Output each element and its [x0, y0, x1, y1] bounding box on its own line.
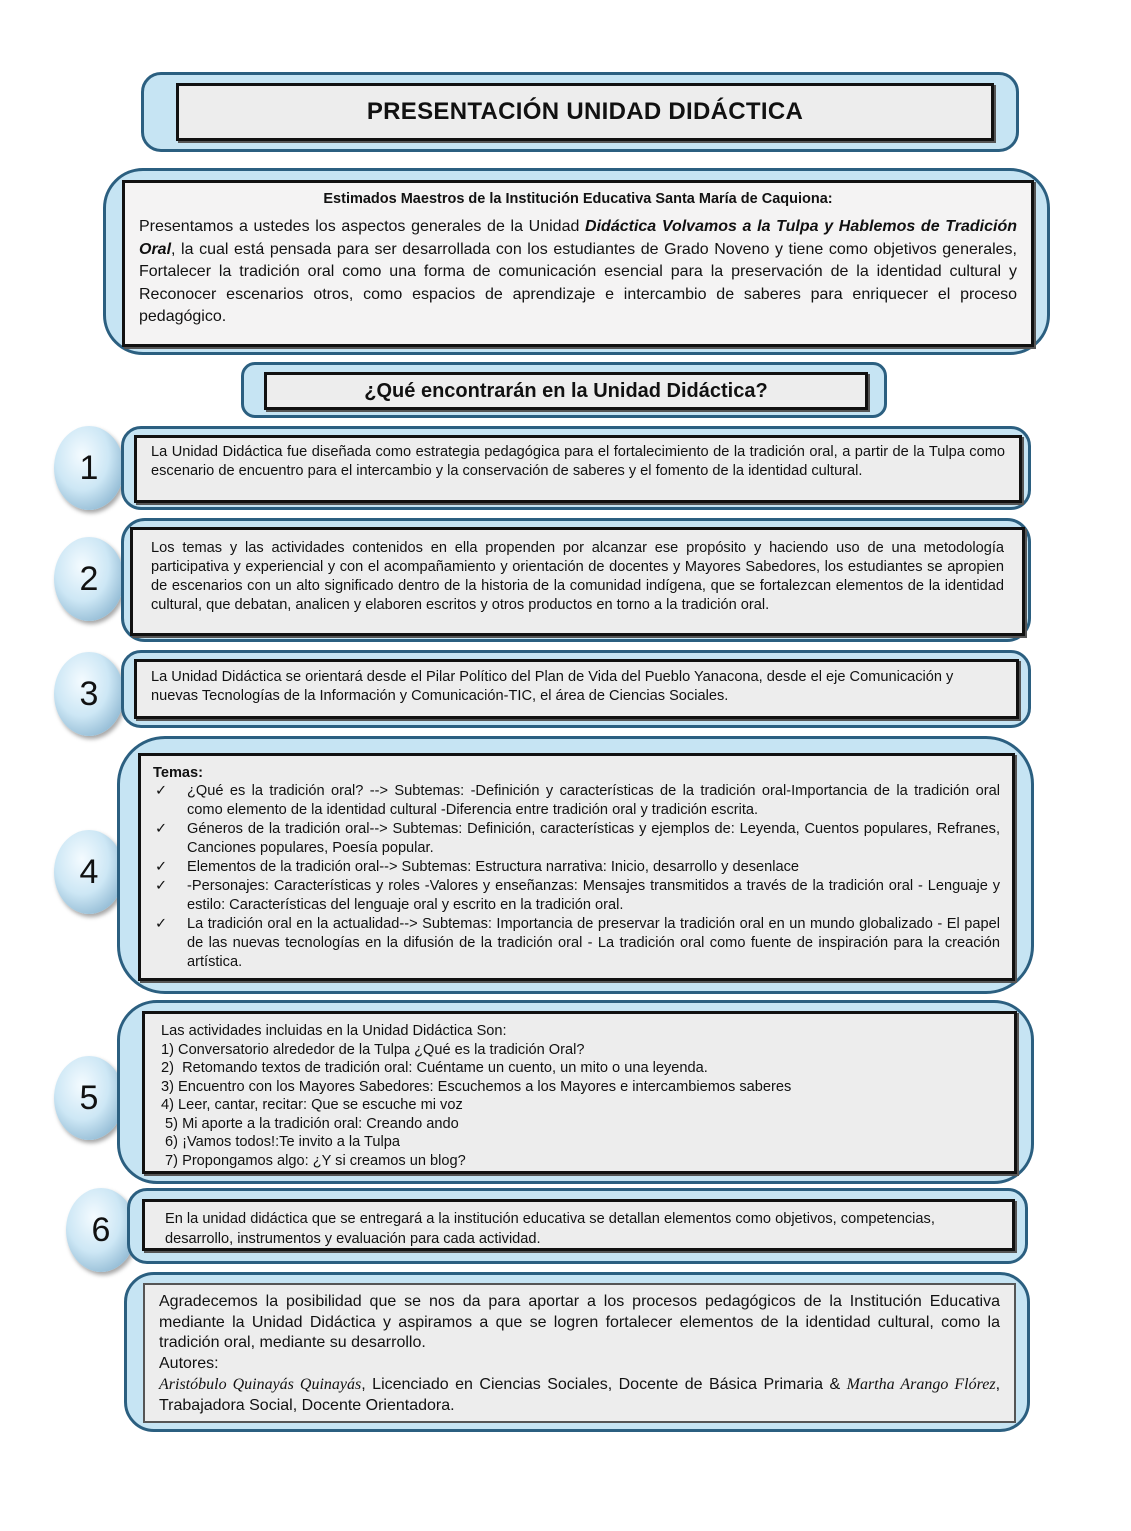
- closing-frame: [124, 1272, 1030, 1432]
- number-label: 3: [79, 674, 99, 713]
- activity-item: 4) Leer, cantar, recitar: Que se escuche mi voz: [161, 1097, 463, 1113]
- check-icon: ✓: [155, 821, 168, 837]
- intro-text-after: , la cual está pensada para ser desarrollada con los estudiantes de Grado Noveno y tiene como objetivos generales, Fortalecer la tradición oral como una forma de comunicación esencial para la preservación de la identidad cultural y Reconocer escenarios otros, como espacios de aprendizaje e intercambio de saberes para enriquecer el proceso pedagógico.: [139, 240, 1017, 325]
- check-icon: ✓: [155, 878, 168, 894]
- title-frame: [141, 72, 1019, 152]
- intro-frame: [103, 168, 1050, 355]
- item-2-frame: [121, 518, 1031, 642]
- check-icon: ✓: [155, 783, 168, 799]
- topics-heading: Temas:: [153, 765, 204, 781]
- item-4-frame: [117, 736, 1034, 994]
- number-label: 1: [79, 448, 99, 487]
- closing-box: [143, 1283, 1016, 1423]
- author-2-name: Martha Arango Flórez: [846, 1376, 996, 1393]
- author-1-desc: , Licenciado en Ciencias Sociales, Docente de Básica Primaria &: [361, 1376, 847, 1393]
- section-heading: ¿Qué encontrarán en la Unidad Didáctica?: [364, 379, 768, 402]
- intro-text-before: Presentamos a ustedes los aspectos generales de la Unidad: [139, 218, 586, 235]
- intro-paragraph: [139, 216, 1017, 329]
- item-1-frame: [121, 426, 1031, 510]
- number-badge-2: [54, 537, 124, 621]
- item-3-text: La Unidad Didáctica se orientará desde el Pilar Político del Plan de Vida del Pueblo Yanacona, desde el eje Comunicación y nuevas Tecnologías de la Información y Comunicación-TIC, el área de Ciencias Sociales.: [151, 669, 954, 704]
- topic-item: ✓ La tradición oral en la actualidad--> Subtemas: Importancia de preservar la tradición oral en un mundo globalizado - El papel de las nuevas tecnologías en la difusión de la tradición oral - La tradición oral como fuente de inspiración para la creación artística.: [155, 916, 1000, 970]
- topics-list: [153, 782, 1000, 972]
- activity-item: 3) Encuentro con los Mayores Sabedores: Escuchemos a los Mayores e intercambiemos saberes: [161, 1078, 792, 1095]
- check-icon: ✓: [155, 859, 168, 875]
- topic-item: ✓ Géneros de la tradición oral--> Subtemas: Definición, características y ejemplos de: Leyenda, Cuentos populares, Refranes, Canciones populares, Poesía popular.: [155, 821, 1000, 856]
- item-2-box: [130, 527, 1025, 636]
- item-6-frame: [127, 1188, 1028, 1264]
- number-badge-6: [66, 1188, 136, 1272]
- item-6-text: En la unidad didáctica que se entregará a la institución educativa se detallan elementos como objetivos, competencias, desarrollo, instrumentos y evaluación para cada actividad.: [165, 1211, 935, 1247]
- section-heading-box: [264, 372, 868, 410]
- authors-label: Autores:: [159, 1354, 219, 1372]
- activity-item: 1) Conversatorio alrededor de la Tulpa ¿Qué es la tradición Oral?: [161, 1041, 585, 1058]
- topic-item: ✓ Elementos de la tradición oral--> Subtemas: Estructura narrativa: Inicio, desarrollo y desenlace: [155, 859, 800, 875]
- activity-item: 5) Mi aporte a la tradición oral: Creando ando: [161, 1115, 459, 1132]
- topic-item: ✓ -Personajes: Características y roles -Valores y enseñanzas: Mensajes transmitidos a través de la tradición oral - Lenguaje y estilo: Características del lenguaje oral y escrito en la tradición oral.: [155, 878, 1000, 913]
- intro-unit-title: Didáctica Volvamos a la Tulpa y Hablemos de Tradición Oral: [139, 218, 1017, 258]
- number-label: 6: [91, 1210, 111, 1249]
- topic-item: ✓ ¿Qué es la tradición oral? --> Subtemas: -Definición y características de la tradición oral-Importancia de la tradición oral como elemento de la identidad cultural -Diferencia entre tradición oral y tradición escrita.: [155, 783, 1000, 818]
- item-1-box: [134, 435, 1022, 503]
- check-icon: ✓: [155, 916, 168, 932]
- number-badge-4: [54, 830, 124, 914]
- activity-item: 2) Retomando textos de tradición oral: Cuéntame un cuento, un mito o una leyenda.: [161, 1060, 708, 1076]
- activity-item: 7) Propongamos algo: ¿Y si creamos un blog?: [161, 1152, 466, 1169]
- item-1-text: La Unidad Didáctica fue diseñada como estrategia pedagógica para el fortalecimiento de la tradición oral, a partir de la Tulpa como escenario de encuentro para el intercambio y la conservación de saberes y el fomento de la identidad cultural.: [151, 444, 1005, 479]
- intro-box: [122, 180, 1034, 347]
- item-5-frame: [117, 1000, 1034, 1184]
- authors-line: [159, 1374, 1000, 1416]
- item-6-box: [142, 1199, 1015, 1251]
- item-3-box: [134, 659, 1019, 719]
- number-label: 4: [79, 852, 99, 891]
- author-2-desc: , Trabajadora Social, Docente Orientadora.: [159, 1376, 1001, 1414]
- intro-greeting: Estimados Maestros de la Institución Educativa Santa María de Caquiona:: [323, 191, 833, 207]
- number-badge-1: [54, 426, 124, 510]
- section-heading-frame: [241, 362, 887, 418]
- item-4-box: [138, 753, 1015, 981]
- number-label: 2: [79, 559, 99, 598]
- page-title: PRESENTACIÓN UNIDAD DIDÁCTICA: [366, 98, 804, 125]
- number-badge-5: [54, 1056, 124, 1140]
- author-1-name: Aristóbulo Quinayás Quinayás: [159, 1376, 362, 1393]
- item-2-text: Los temas y las actividades contenidos en ella propenden por alcanzar ese propósito y haciendo uso de una metodología participativa y experiencial y con el acompañamiento y orientación de docentes y Mayores Sabedores, los estudiantes se apropien de escenarios con un alto significado dentro de la historia de la comunidad indígena, que se fortalezcan elementos de la identidad cultural, que debatan, analicen y elaboren escritos y otros productos en torno a la tradición oral.: [151, 540, 1004, 613]
- closing-text: Agradecemos la posibilidad que se nos da para aportar a los procesos pedagógicos de la Institución Educativa mediante la Unidad Didáctica y aspiramos a que se logren fortalecer elementos de la identidad cultural, como la tradición oral, mediante su desarrollo.: [159, 1293, 1000, 1351]
- number-label: 5: [79, 1078, 99, 1117]
- activities-heading: Las actividades incluidas en la Unidad Didáctica Son:: [161, 1023, 507, 1039]
- item-3-frame: [121, 650, 1031, 728]
- item-5-box: [142, 1011, 1017, 1174]
- activity-item: 6) ¡Vamos todos!:Te invito a la Tulpa: [161, 1134, 401, 1150]
- title-box: [176, 83, 994, 141]
- number-badge-3: [54, 652, 124, 736]
